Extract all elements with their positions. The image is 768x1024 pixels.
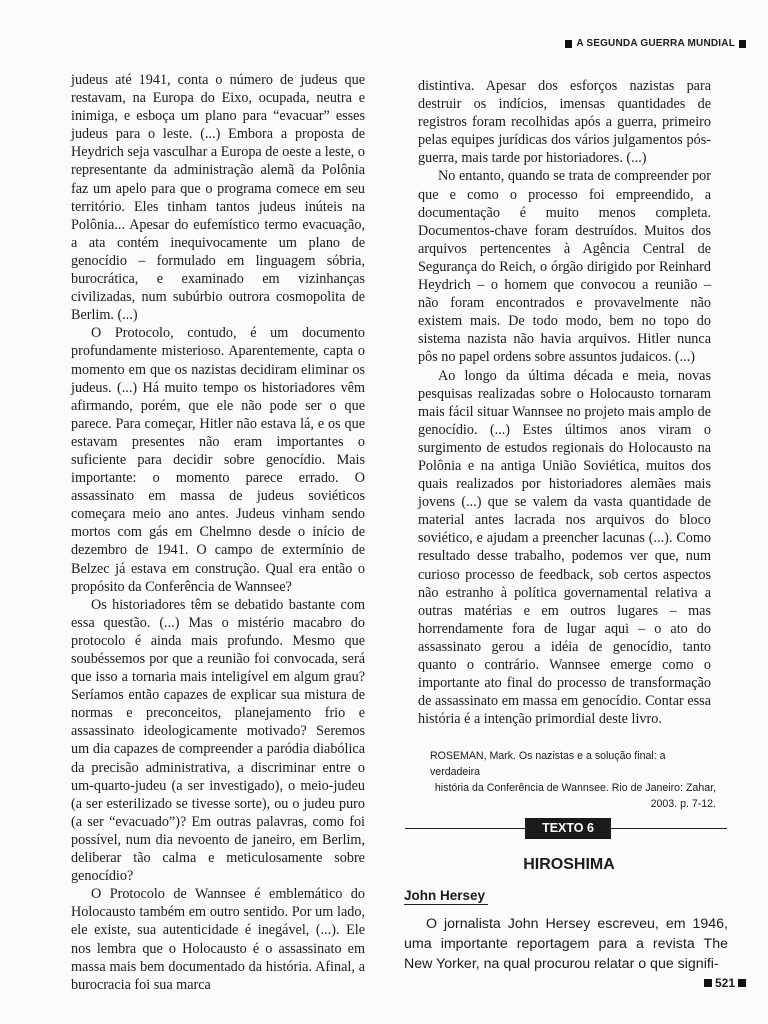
paragraph: Os historiadores têm se debatido bastante com essa questão. (...) Mas o mistério macabro do protocolo é ainda mais profundo. Mesmo que soubéssemos por que a reunião foi convocada, será que isso a tornaria mais inteligível em algum grau? Seríamos então capazes de explicar sua mistura de normas e preconceitos, planejamento frio e assassinato ideologicamente motivado? Seremos um dia capazes de compreender a paródia diabólica da precisão administrativa, a discriminar entre o um-quarto-judeu (a ser investigado), o meio-judeu (a ser esterilizado se tivesse sorte), ou o judeu puro (a ser “evacuado”)? Em outras palavras, como foi possível, num dia nevoento de janeiro, em Berlim, deliberar tão calma e meticulosamente sobre genocídio? bbox=[71, 596, 365, 885]
section-intro bbox=[404, 914, 728, 974]
section-badge: TEXTO 6 bbox=[525, 818, 611, 839]
page-number bbox=[704, 976, 746, 990]
running-header bbox=[565, 38, 746, 49]
page-number-text: 521 bbox=[714, 976, 735, 990]
author-name: John Hersey bbox=[404, 888, 488, 905]
paragraph: Ao longo da última década e meia, novas pesquisas realizadas sobre o Holocausto tornaram mais fácil situar Wannsee no projeto mais amplo de genocídio. (...) Estes últimos anos viram o surgimento de estudos regionais do Holocausto na Polônia e na antiga União Soviética, muitos dos quais realizados por historiadores alemães mais jovens (...) que se valem da vasta quantidade de material antes lacrada nos arquivos do bloco soviético, e ajudam a preencher lacunas (...). Como resultado desse trabalho, podemos ver que, num curioso processo de feedback, sob certos aspectos não estranho à política governamental relativa a outras matérias e em outros lugares – mas horrendamente fora de lugar aqui – o ato do assassinato gerou a idéia de genocídio, tanto quanto o contrário. Wannsee emerge como o importante ato final do processo de transformação de assassinato em massa em genocídio. Contar essa história é a intenção primordial deste livro. bbox=[418, 367, 711, 728]
citation-line: ROSEMAN, Mark. Os nazistas e a solução final: a verdadeira bbox=[430, 750, 666, 778]
intro-paragraph: O jornalista John Hersey escreveu, em 1946, uma importante reportagem para a revista The New Yorker, na qual procurou relatar o que signifi- bbox=[404, 916, 728, 972]
paragraph: O Protocolo, contudo, é um documento profundamente misterioso. Aparentemente, capta o momento em que os nazistas decidiram eliminar os judeus. (...) Há muito tempo os historiadores vêm afirmando, porém, que ele não pode ser o que parece. Para começar, Hitler não estava lá, e os que estavam presentes não eram importantes o suficiente para decidir sobre genocídio. Mais importante: o momento parece errado. O assassinato em massa de judeus soviéticos começara meio ano antes. Judeus vinham sendo mortos com gás em Chelmno desde o início de dezembro de 1941. O campo de extermínio de Belzec já estava em construção. Qual era então o propósito da Conferência de Wannsee? bbox=[71, 325, 365, 595]
citation-line: história da Conferência de Wannsee. Rio de Janeiro: Zahar, bbox=[434, 782, 716, 794]
bibliographic-citation bbox=[430, 748, 716, 812]
paragraph: O Protocolo de Wannsee é emblemático do Holocausto também em outro sentido. Por um lado, ele existe, sua autenticidade é inegável, (...). Ele nos lembra que o Holocausto é o assassinato em massa mais bem documentado da história. Afinal, a burocracia foi sua marca bbox=[71, 886, 365, 993]
running-title: A SEGUNDA GUERRA MUNDIAL bbox=[576, 38, 735, 49]
citation-line: 2003. p. 7-12. bbox=[650, 798, 716, 810]
page-square-icon bbox=[704, 979, 712, 987]
header-square-icon bbox=[565, 40, 572, 48]
header-square-icon bbox=[739, 40, 746, 48]
right-text-column bbox=[418, 77, 711, 728]
paragraph: distintiva. Apesar dos esforços nazistas para destruir os indícios, imensas quantidades de registros foram recolhidas após a guerra, primeiro pelas equipes jurídicas dos vários julgamentos pós-guerra, mais tarde por historiadores. (...) bbox=[418, 78, 711, 167]
section-title: HIROSHIMA bbox=[523, 856, 615, 873]
paragraph: judeus até 1941, conta o número de judeus que restavam, na Europa do Eixo, ocupada, neutra e inimiga, e esboça um plano para “evacuar” esses judeus para o leste. (...) Embora a proposta de Heydrich seja vasculhar a Europa de oeste a leste, o representante da administração alemã da Polônia faz um apelo para que o programa comece em seu território. Eles tinham tantos judeus inúteis na Polônia... Apesar do eufemístico termo evacuação, a ata contém inequivocamente um plano de genocídio – formulado em linguagem sóbria, burocrática, e examinado em vizinhanças civilizadas, num subúrbio outrora cosmopolita de Berlim. (...) bbox=[71, 72, 365, 324]
page-square-icon bbox=[738, 979, 746, 987]
left-text-column bbox=[71, 71, 365, 994]
paragraph: No entanto, quando se trata de compreender por que e como o processo foi empreendido, a documentação é muito menos completa. Documentos-chave foram destruídos. Muitos dos arquivos pertencentes à Agência Central de Segurança do Reich, o órgão dirigido por Reinhard Heydrich – o homem que convocou a reunião – não foram encontrados e provavelmente não existem mais. De todo modo, bem no topo do sistema nazista não havia arquivos. Hitler nunca pôs no papel ordens sobre assuntos judaicos. (...) bbox=[418, 168, 711, 366]
